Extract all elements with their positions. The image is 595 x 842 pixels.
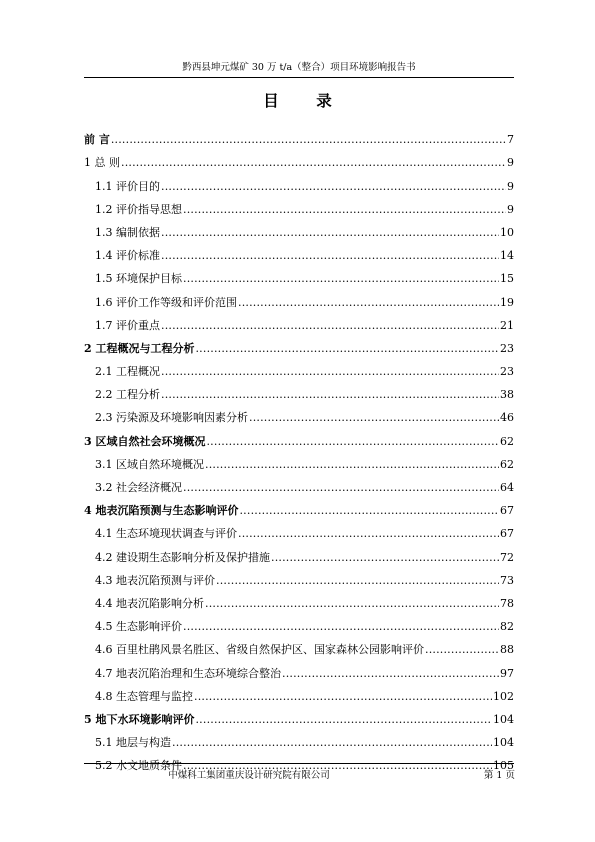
- toc-dot-leader: [216, 574, 499, 588]
- toc-dot-leader: [205, 458, 499, 472]
- toc-entry-title: 5 地下水环境影响评价: [84, 712, 195, 726]
- toc-dot-leader: [282, 667, 499, 681]
- toc-dot-leader: [161, 180, 506, 194]
- toc-entry-page: 104: [493, 736, 514, 750]
- toc-entry-page: 62: [500, 457, 514, 471]
- header-rule: [84, 77, 514, 78]
- toc-entry-title: 2.2 工程分析: [95, 388, 160, 402]
- toc-entry[interactable]: [84, 727, 514, 750]
- toc-entry-page: 62: [500, 434, 514, 448]
- toc-entry[interactable]: [84, 263, 514, 286]
- toc-entry-title: 4.6 百里杜鹃风景名胜区、省级自然保护区、国家森林公园影响评价: [95, 643, 424, 657]
- toc-entry-page: 72: [500, 550, 514, 564]
- toc-entry-title: 4.8 生态管理与监控: [95, 689, 193, 703]
- toc-entry-page: 82: [500, 620, 514, 634]
- footer-organization: 中煤科工集团重庆设计研究院有限公司: [168, 770, 330, 781]
- toc-entry-title: 4 地表沉陷预测与生态影响评价: [84, 504, 239, 518]
- toc-dot-leader: [183, 203, 506, 217]
- toc-entry[interactable]: [84, 240, 514, 263]
- toc-entry-title: 1.2 评价指导思想: [95, 202, 182, 216]
- toc-entry-title: 2.1 工程概况: [95, 365, 160, 379]
- toc-entry-title: 1 总 则: [84, 156, 120, 170]
- toc-entry[interactable]: [84, 170, 514, 193]
- toc-dot-leader: [271, 551, 499, 565]
- toc-dot-leader: [195, 713, 492, 727]
- running-header: 黔西县坤元煤矿 30 万 t/a（整合）项目环境影响报告书: [182, 62, 416, 73]
- toc-entry-page: 9: [507, 179, 514, 193]
- footer-rule: [84, 763, 514, 764]
- toc-entry[interactable]: [84, 402, 514, 425]
- toc-entry-page: 7: [507, 133, 514, 147]
- toc-entry-page: 102: [493, 689, 514, 703]
- toc-entry-page: 15: [500, 272, 514, 286]
- toc-entry-title: 1.7 评价重点: [95, 318, 160, 332]
- toc-entry[interactable]: [84, 657, 514, 680]
- toc-dot-leader: [239, 504, 499, 518]
- toc-dot-leader: [206, 435, 499, 449]
- toc-entry-page: 21: [500, 318, 514, 332]
- toc-entry-page: 23: [500, 365, 514, 379]
- toc-entry-title: 5.1 地层与构造: [95, 736, 171, 750]
- toc-entry[interactable]: [84, 310, 514, 333]
- toc-entry[interactable]: [84, 704, 514, 727]
- toc-entry-page: 23: [500, 341, 514, 355]
- toc-entry-page: 88: [500, 643, 514, 657]
- toc-entry-title: 前 言: [84, 133, 110, 147]
- toc-dot-leader: [195, 342, 499, 356]
- toc-dot-leader: [183, 272, 499, 286]
- toc-entry[interactable]: [84, 449, 514, 472]
- toc-entry-title: 1.6 评价工作等级和评价范围: [95, 295, 237, 309]
- footer-page-number: 第 1 页: [483, 770, 515, 781]
- toc-entry-page: 73: [500, 573, 514, 587]
- toc-entry[interactable]: [84, 611, 514, 634]
- toc-dot-leader: [161, 365, 499, 379]
- toc-entry[interactable]: [84, 124, 514, 147]
- toc-dot-leader: [121, 156, 506, 170]
- toc-entry-title: 1.1 评价目的: [95, 179, 160, 193]
- toc-entry-title: 2.3 污染源及环境影响因素分析: [95, 411, 248, 425]
- toc-entry[interactable]: [84, 333, 514, 356]
- toc-entry-title: 4.7 地表沉陷治理和生态环境综合整治: [95, 666, 281, 680]
- toc-entry[interactable]: [84, 541, 514, 564]
- toc-entry-title: 3 区域自然社会环境概况: [84, 434, 206, 448]
- toc-entry-page: 64: [500, 481, 514, 494]
- toc-entry-page: 97: [500, 666, 514, 680]
- toc-entry-page: 38: [500, 388, 514, 402]
- toc-entry-title: 1.3 编制依据: [95, 225, 160, 239]
- toc-entry[interactable]: [84, 147, 514, 170]
- toc-entry-page: 14: [500, 249, 514, 263]
- toc-entry-page: 9: [507, 202, 514, 216]
- toc-entry[interactable]: [84, 588, 514, 611]
- toc-entry-page: 10: [500, 225, 514, 239]
- toc-entry-page: 104: [493, 712, 514, 726]
- toc-entry-page: 78: [500, 596, 514, 610]
- toc-entry-page: 19: [500, 295, 514, 309]
- toc-entry-title: 4.4 地表沉陷影响分析: [95, 596, 204, 610]
- toc-entry[interactable]: [84, 194, 514, 217]
- toc-entry-title: 4.5 生态影响评价: [95, 620, 182, 634]
- toc-entry-title: 1.4 评价标准: [95, 249, 160, 263]
- toc-entry-page: 46: [500, 411, 514, 425]
- toc-dot-leader: [249, 411, 499, 425]
- toc-entry-title: 5.2 水文地质条件: [95, 759, 182, 773]
- toc-entry[interactable]: [84, 681, 514, 704]
- toc-title: 目 录: [263, 92, 348, 110]
- toc-dot-leader: [161, 319, 499, 333]
- toc-dot-leader: [183, 620, 499, 634]
- toc-entry-title: 3.2 社会经济概况: [95, 481, 182, 494]
- toc-dot-leader: [183, 481, 499, 495]
- toc-entry[interactable]: [84, 286, 514, 309]
- toc-entry-title: 4.2 建设期生态影响分析及保护措施: [95, 550, 270, 564]
- toc-entry-page: 67: [500, 527, 514, 541]
- toc-entry-title: 1.5 环境保护目标: [95, 272, 182, 286]
- toc-dot-leader: [161, 388, 499, 402]
- toc-dot-leader: [111, 133, 506, 147]
- toc-entry-page: 105: [493, 759, 514, 773]
- toc-entry[interactable]: [84, 472, 514, 495]
- toc-dot-leader: [194, 690, 492, 704]
- toc-entry[interactable]: [84, 518, 514, 541]
- toc-dot-leader: [205, 597, 499, 611]
- toc-entry-title: 4.3 地表沉陷预测与评价: [95, 573, 215, 587]
- toc-entry[interactable]: [84, 495, 514, 518]
- toc-entry[interactable]: [84, 217, 514, 240]
- toc-dot-leader: [238, 527, 499, 541]
- toc-entry-title: 4.1 生态环境现状调查与评价: [95, 527, 237, 541]
- toc-entry[interactable]: [84, 425, 514, 448]
- toc-entry-page: 9: [507, 156, 514, 170]
- toc-entry-page: 67: [500, 504, 514, 518]
- toc-entry[interactable]: [84, 356, 514, 379]
- toc-dot-leader: [161, 226, 499, 240]
- toc-entry[interactable]: [84, 634, 514, 657]
- toc-dot-leader: [172, 736, 492, 750]
- toc-dot-leader: [238, 296, 499, 310]
- toc-entry[interactable]: [84, 379, 514, 402]
- table-of-contents: [84, 124, 514, 773]
- toc-entry[interactable]: [84, 565, 514, 588]
- toc-dot-leader: [161, 249, 499, 263]
- toc-dot-leader: [425, 643, 499, 657]
- toc-entry-title: 2 工程概况与工程分析: [84, 341, 195, 355]
- toc-entry-title: 3.1 区域自然环境概况: [95, 457, 204, 471]
